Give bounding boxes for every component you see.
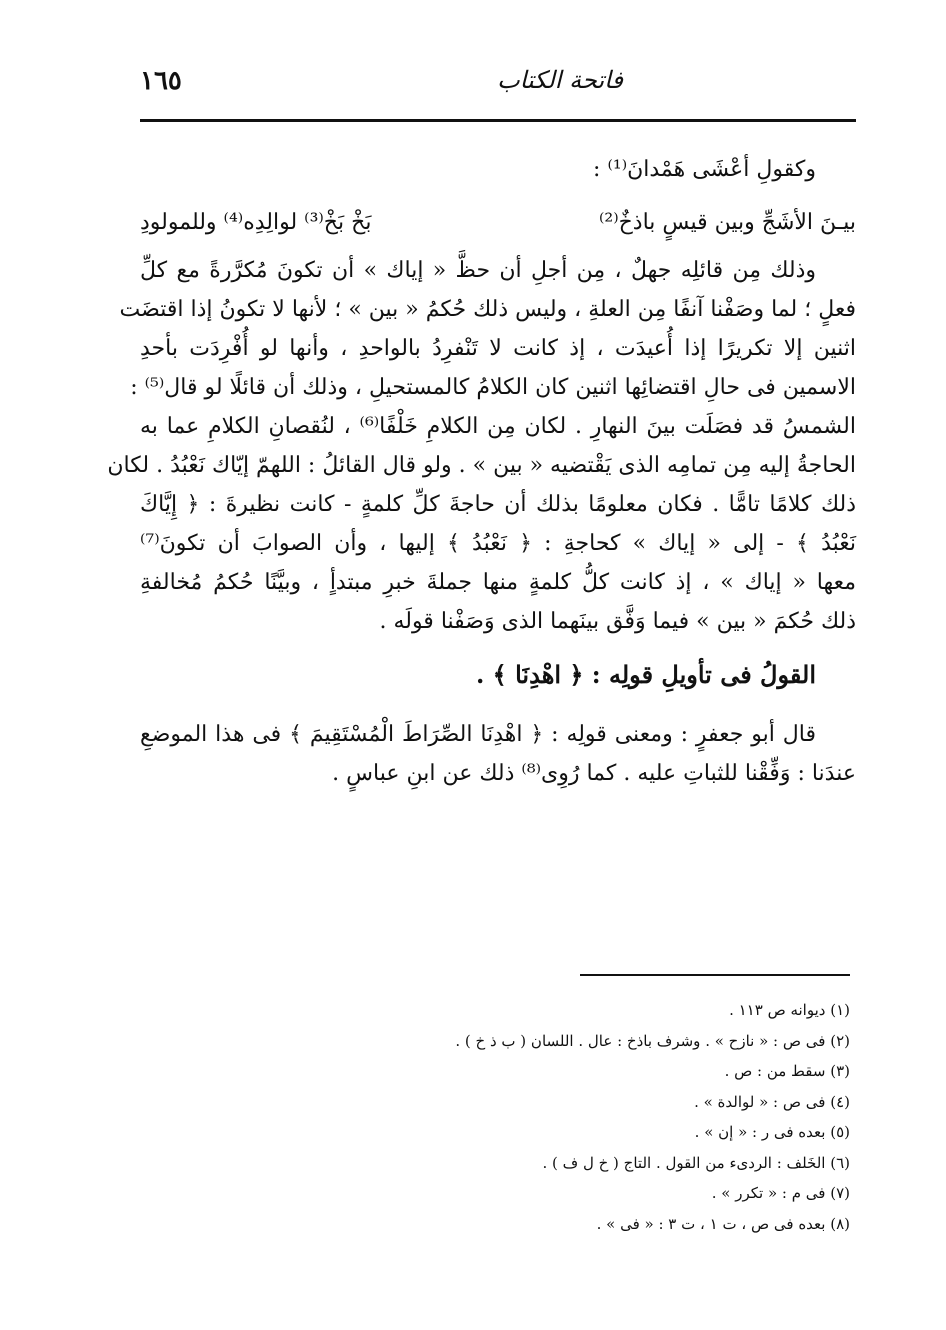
footnotes <box>250 995 850 1239</box>
text-line: وذلك مِن قائلِه جهلٌ ، مِن أجلِ أن حظَّ « إياك » أن تكونَ مُكرَّرةً مع كلِّ <box>140 258 816 283</box>
paragraph-2 <box>140 715 856 793</box>
footnote: (١) ديوانه ص ١١٣ . <box>729 1001 850 1019</box>
header-rule <box>140 119 856 122</box>
text-line: الاسمين فى حالِ اقتضائِها اثنين كان الكلامُ كالمستحيلِ ، وذلك أن قائلًا لو قال⁽⁵⁾ : <box>130 375 856 400</box>
footnote: (٣) سقط من : ص . <box>724 1062 850 1080</box>
text-line: عندَنا : وَفِّقْنا للثباتِ عليه . كما رُوِى⁽⁸⁾ ذلك عن ابنِ عباسٍ . <box>332 761 856 786</box>
section-heading: القولُ فى تأويلِ قولِه : ﴿ اهْدِنَا ﴾ . <box>475 660 816 689</box>
verse-second-hemistich: بَخْ بَخْ⁽³⁾ لوالِدِه⁽⁴⁾ وللمولودِ <box>140 210 372 235</box>
text-line: الحاجةُ إليه مِن تمامِه الذى يَقْتضيه « بين » . ولو قال القائلُ : اللهمّ إيّاك نَعْبُدُ . لكان <box>107 453 856 478</box>
paragraph-1 <box>107 251 856 641</box>
page-number: ١٦٥ <box>140 66 182 96</box>
text-line: قال أبو جعفرٍ : ومعنى قولِه : ﴿ اهْدِنَا الصِّرَاطَ الْمُسْتَقِيمَ ﴾ فى هذا الموضعِ <box>140 722 816 747</box>
text-line: نَعْبُدُ ﴾ - إلى « إياك » كحاجةِ : ﴿ نَعْبُدُ ﴾ إليها ، وأن الصوابَ أن تكونَ⁽⁷⁾ <box>140 531 856 556</box>
footnote: (٥) بعده فى ر : « إن » . <box>694 1123 850 1141</box>
text-line: اثنين إلا تكريرًا إذا أُعيدَت ، إذ كانت لا تَنْفرِدُ بالواحدِ ، وأنها لو أُفْرِدَت بأحدِ <box>140 336 856 361</box>
footnote: (٤) فى ص : « لوالدة » . <box>694 1092 850 1111</box>
footnote-separator <box>580 974 850 976</box>
text-line: الشمسُ قد فصَلَت بينَ النهارِ . لكان مِن الكلامِ خَلْفًا⁽⁶⁾ ، لنُقصانِ الكلامِ عما به <box>140 414 856 439</box>
text-line: ذلك كلامًا تامًّا . فكان معلومًا بذلك أن حاجةَ كلِّ كلمةٍ - كانت نظيرةَ : ﴿ إِيَّاكَ <box>140 492 856 517</box>
footnote: (٦) الخَلف : الردىء من القول . التاج ( خ ل ف ) . <box>542 1153 850 1172</box>
text-line: ذلك حُكمَ « بين » فيما وَفَّق بينَهما الذى وَصَفْنا قولَه . <box>379 609 856 634</box>
text-line: معها « إياك » ، إذ كانت كلُّ كلمةٍ منها جملةَ خبرِ مبتدأٍ ، وبيَّنًا حُكمُ مُخالفةِ <box>140 570 856 595</box>
main-text <box>107 150 856 793</box>
running-title: فاتحة الكتاب <box>497 66 623 94</box>
footnote: (٧) فى م : « تكرر » . <box>711 1184 850 1202</box>
footnote: (٢) فى ص : « نازح » . وشرف باذخ : عال . اللسان ( ب ذ خ ) . <box>455 1031 850 1050</box>
footnote: (٨) بعده فى ص ، ت ١ ، ت ٣ : « فى » . <box>596 1214 850 1233</box>
text-line: فعلٍ ؛ لما وصَفْنا آنفًا مِن العلةِ ، وليس ذلك حُكمُ « بين » ؛ لأنها لا تكونُ إذا اقتضَت <box>119 297 856 322</box>
poetry-verse <box>140 203 856 243</box>
intro-line: وكقولِ أعْشَى هَمْدانَ⁽¹⁾ : <box>593 157 816 182</box>
verse-first-hemistich: بيـنَ الأشَجِّ وبين قيسٍ باذخٌ⁽²⁾ <box>598 210 856 235</box>
page-header <box>140 62 856 110</box>
